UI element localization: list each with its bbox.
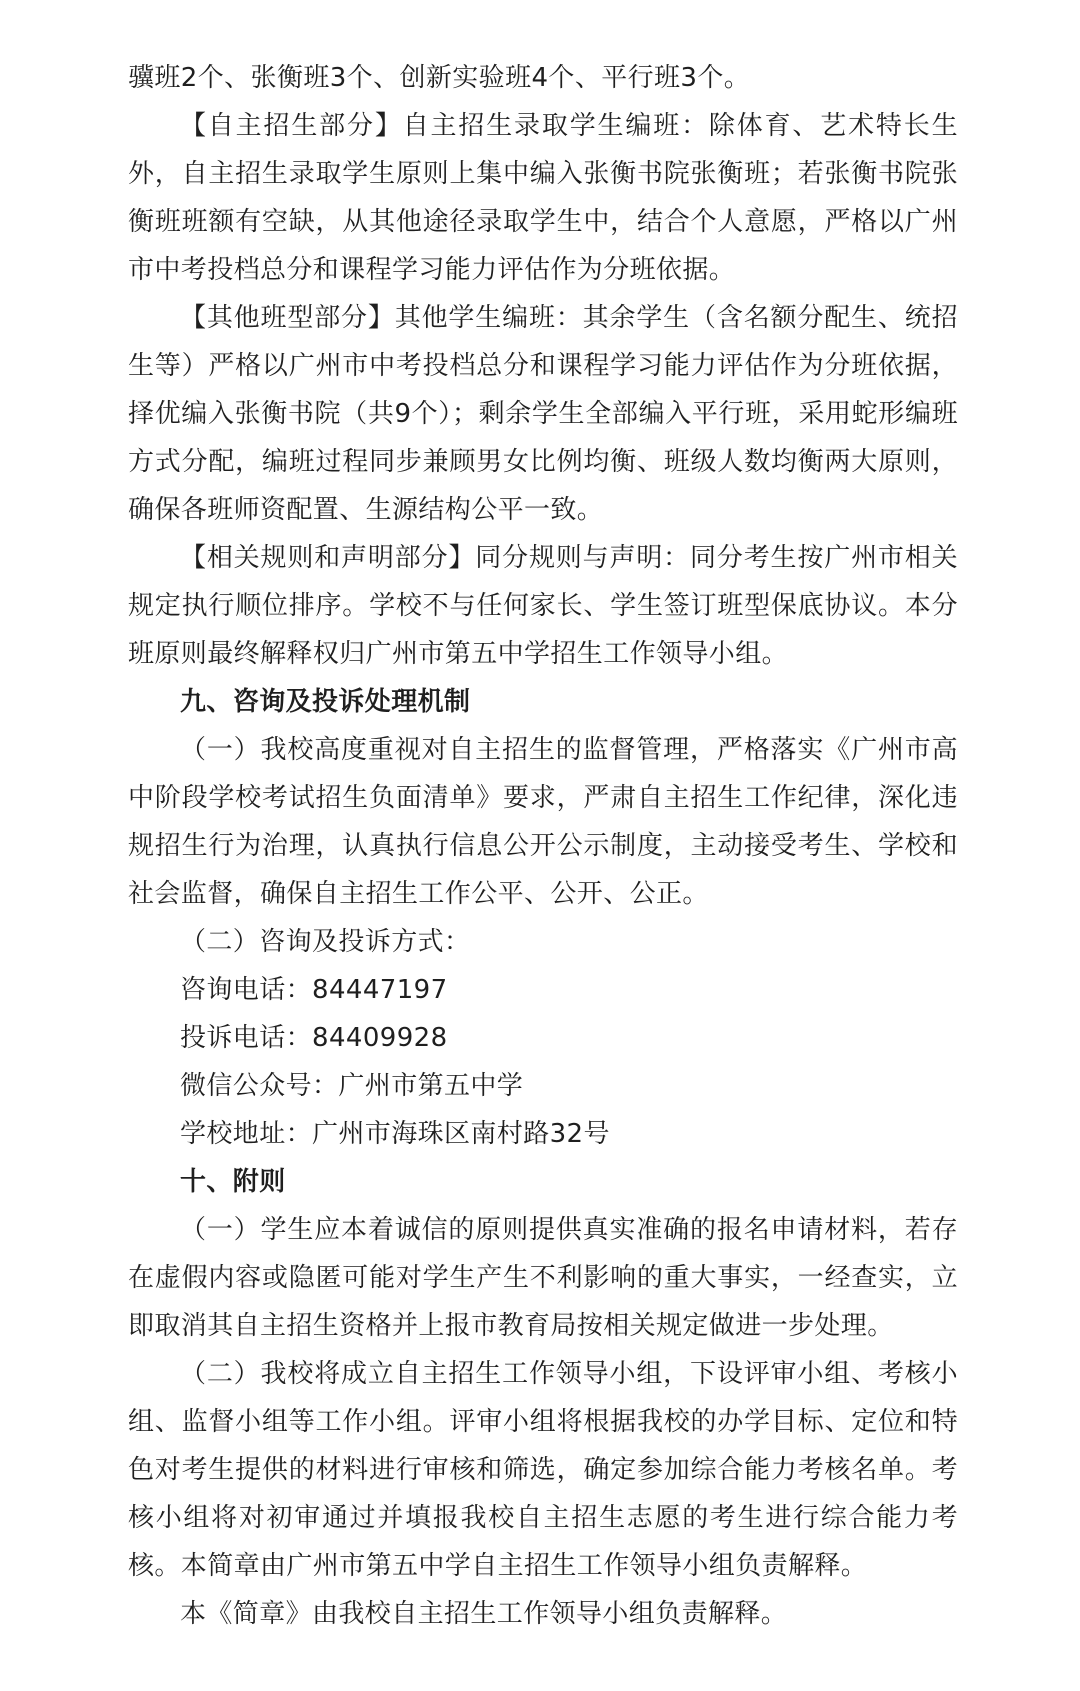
section-9-item-2: （二）咨询及投诉方式： xyxy=(180,927,471,957)
paragraph-other-classes: 【其他班型部分】其他学生编班：其余学生（含名额分配生、统招生等）严格以广州市中考投档总分和课程学习能力评估作为分班依据，择优编入张衡书院（共9个）；剩余学生全部编入平行班，采用蛇形编班方式分配，编班过程同步兼顾男女比例均衡、班级人数均衡两大原则，确保各班师资配置、生源结构公平一致。 xyxy=(128,303,958,525)
section-10-item-1: （一）学生应本着诚信的原则提供真实准确的报名申请材料，若存在虚假内容或隐匿可能对学生产生不利影响的重大事实，一经查实，立即取消其自主招生资格并上报市教育局按相关规定做进一步处理。 xyxy=(128,1215,958,1341)
photo-glare xyxy=(962,700,1080,790)
section-10-item-2: （二）我校将成立自主招生工作领导小组，下设评审小组、考核小组、监督小组等工作小组。评审小组将根据我校的办学目标、定位和特色对考生提供的材料进行审核和筛选，确定参加综合能力考核名单。考核小组将对初审通过并填报我校自主招生志愿的考生进行综合能力考核。本简章由广州市第五中学自主招生工作领导小组负责解释。 xyxy=(128,1359,958,1581)
consult-phone: 咨询电话：84447197 xyxy=(180,975,448,1005)
document-page xyxy=(128,54,958,1638)
section-10-title: 十、附则 xyxy=(180,1167,286,1197)
paragraph-self-enrollment: 【自主招生部分】自主招生录取学生编班：除体育、艺术特长生外，自主招生录取学生原则上集中编入张衡书院张衡班；若张衡书院张衡班班额有空缺，从其他途径录取学生中，结合个人意愿，严格以广州市中考投档总分和课程学习能力评估作为分班依据。 xyxy=(128,111,958,285)
section-9-item-1: （一）我校高度重视对自主招生的监督管理，严格落实《广州市高中阶段学校考试招生负面清单》要求，严肃自主招生工作纪律，深化违规招生行为治理，认真执行信息公开公示制度，主动接受考生、学校和社会监督，确保自主招生工作公平、公开、公正。 xyxy=(128,735,958,909)
school-address: 学校地址：广州市海珠区南村路32号 xyxy=(180,1119,610,1149)
paragraph-rules-statement: 【相关规则和声明部分】同分规则与声明：同分考生按广州市相关规定执行顺位排序。学校不与任何家长、学生签订班型保底协议。本分班原则最终解释权归广州市第五中学招生工作领导小组。 xyxy=(128,543,958,669)
paragraph-class-count: 骥班2个、张衡班3个、创新实验班4个、平行班3个。 xyxy=(128,63,751,93)
closing-statement: 本《简章》由我校自主招生工作领导小组负责解释。 xyxy=(180,1599,788,1629)
wechat-account: 微信公众号：广州市第五中学 xyxy=(180,1071,524,1101)
section-9-title: 九、咨询及投诉处理机制 xyxy=(180,687,471,717)
complaint-phone: 投诉电话：84409928 xyxy=(180,1023,448,1053)
